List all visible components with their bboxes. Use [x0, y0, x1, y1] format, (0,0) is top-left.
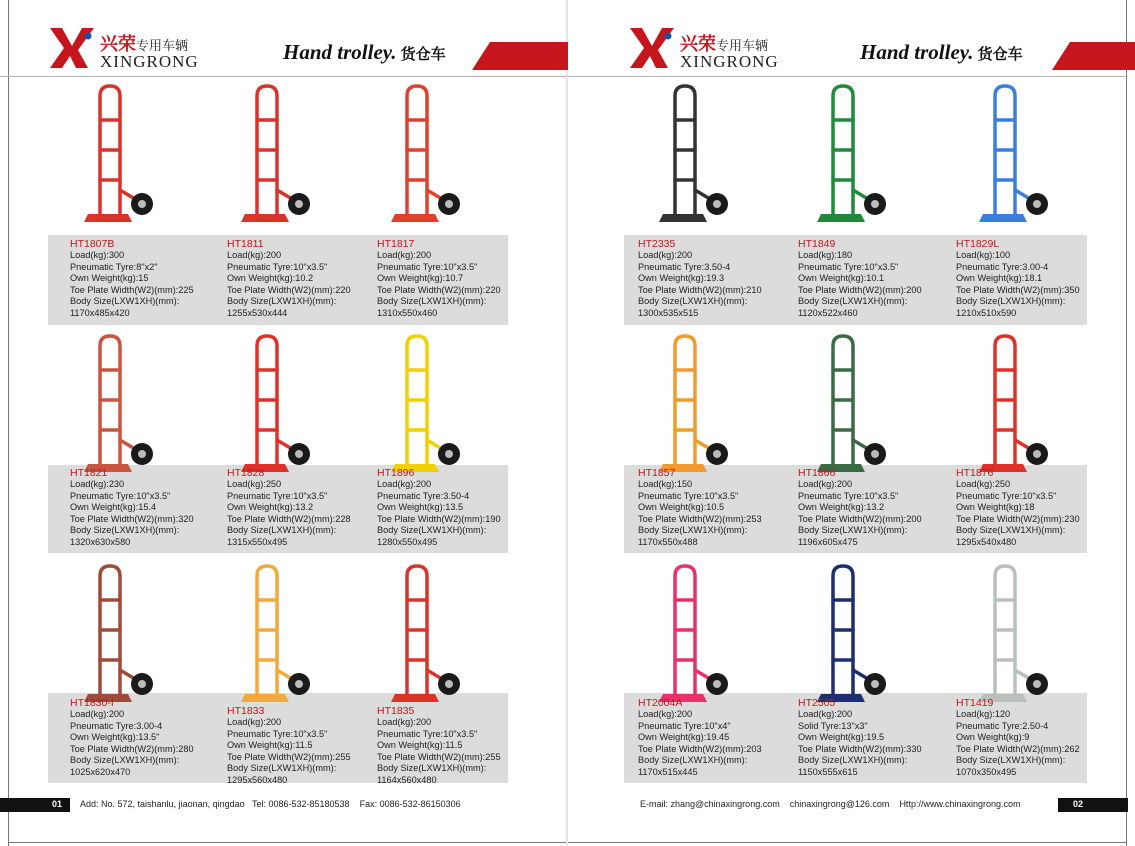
- product-specs: [227, 467, 351, 549]
- spec-line: Toe Plate Width(W2)(mm):350: [956, 284, 1080, 295]
- spec-line: Toe Plate Width(W2)(mm):253: [638, 513, 762, 524]
- spec-line: Pneumatic Tyre:3.50-4: [377, 490, 470, 501]
- spec-line: Pneumatic Tyre:10"x3.5": [227, 490, 328, 501]
- spec-line: Load(kg):200: [798, 709, 853, 719]
- product-image: [48, 330, 198, 480]
- product-model: HT1876: [956, 467, 994, 479]
- spec-line: Pneumatic Tyre:2.50-4: [956, 720, 1049, 731]
- spec-line: Own Weight(kg):10.2: [227, 273, 314, 284]
- product-model: HT1849: [798, 238, 836, 250]
- spec-line: Toe Plate Width(W2)(mm):200: [798, 284, 922, 295]
- spec-line: 1320x630x580: [70, 536, 131, 547]
- product-specs: [377, 238, 501, 320]
- spec-line: 1315x550x495: [227, 536, 288, 547]
- spec-line: Load(kg):200: [227, 717, 282, 727]
- spec-line: Load(kg):200: [377, 250, 432, 260]
- product-specs: [377, 467, 501, 549]
- catalog-page-left: [0, 0, 567, 846]
- spec-line: Own Weight(kg):13.5: [377, 502, 464, 513]
- spec-line: Load(kg):150: [638, 479, 693, 489]
- spec-line: Toe Plate Width(W2)(mm):220: [227, 284, 351, 295]
- product-image: [623, 80, 773, 230]
- spec-line: Load(kg):120: [956, 709, 1011, 719]
- product-specs: [798, 697, 922, 779]
- spec-line: Load(kg):200: [377, 717, 432, 727]
- spec-line: Body Size(LXW1XH)(mm):: [227, 525, 337, 536]
- product-image: [623, 560, 773, 710]
- spec-line: 1295x540x480: [956, 536, 1017, 547]
- spec-line: Pneumatic Tyre:10"x3.5": [70, 490, 171, 501]
- spec-line: Toe Plate Width(W2)(mm):200: [798, 513, 922, 524]
- spec-line: Pneumatic Tyre:3.50-4: [638, 261, 731, 272]
- product-image: [355, 330, 505, 480]
- spec-line: Pneumatic Tyre:10"x3.5": [638, 490, 739, 501]
- product-model: HT1857: [638, 467, 676, 479]
- spec-line: Own Weight(kg):15: [70, 273, 149, 284]
- spec-line: Pneumatic Tyre:8"x2": [70, 261, 158, 272]
- product-model: HT1833: [227, 705, 265, 717]
- product-image: [355, 560, 505, 710]
- spec-line: Body Size(LXW1XH)(mm):: [70, 525, 180, 536]
- header-accent-bar: [472, 42, 568, 70]
- spec-line: Load(kg):200: [70, 709, 125, 719]
- spec-line: Toe Plate Width(W2)(mm):190: [377, 513, 501, 524]
- xingrong-logo-icon: [628, 24, 676, 72]
- product-specs: [227, 238, 351, 320]
- product-specs: [956, 467, 1080, 549]
- spec-line: Load(kg):100: [956, 250, 1011, 260]
- spec-line: Toe Plate Width(W2)(mm):203: [638, 743, 762, 754]
- spec-line: Pneumatic Tyre:10"x3.5": [956, 490, 1057, 501]
- brand-logo: [48, 24, 228, 74]
- spec-line: 1310x550x460: [377, 307, 438, 318]
- spec-line: 1280x550x495: [377, 536, 438, 547]
- footer-address: Add: No. 572, taishanlu, jiaonan, qingdao: [80, 799, 245, 809]
- spec-line: Pneumatic Tyre:3.00-4: [70, 720, 163, 731]
- footer-fax: Fax: 0086-532-86150306: [359, 799, 461, 809]
- page-number: 01: [52, 799, 63, 809]
- spec-line: Load(kg):200: [798, 479, 853, 489]
- spec-line: Load(kg):250: [956, 479, 1011, 489]
- spec-line: Body Size(LXW1XH)(mm):: [798, 296, 908, 307]
- footer-email: E-mail: zhang@chinaxingrong.com: [640, 799, 780, 809]
- spec-line: Load(kg):180: [798, 250, 853, 260]
- spec-line: Body Size(LXW1XH)(mm):: [377, 763, 487, 774]
- footer-tel: Tel: 0086-532-85180538: [251, 799, 350, 809]
- spec-line: Own Weight(kg):11.5: [227, 740, 313, 751]
- spec-line: Body Size(LXW1XH)(mm):: [638, 525, 748, 536]
- spec-line: Own Weight(kg):11.5: [377, 740, 463, 751]
- footer-website: Http://www.chinaxingrong.com: [899, 799, 1021, 809]
- product-specs: [638, 697, 762, 779]
- spec-line: Toe Plate Width(W2)(mm):220: [377, 284, 501, 295]
- spec-line: 1164x560x480: [377, 774, 437, 785]
- spec-line: Body Size(LXW1XH)(mm):: [70, 755, 180, 766]
- spec-line: Body Size(LXW1XH)(mm):: [638, 296, 748, 307]
- spec-line: Own Weight(kg):18: [956, 502, 1035, 513]
- product-specs: [227, 705, 351, 787]
- spec-line: Toe Plate Width(W2)(mm):280: [70, 743, 194, 754]
- spec-line: Load(kg):200: [377, 479, 432, 489]
- spec-line: Pneumatic Tyre:10"x3.5": [227, 728, 328, 739]
- spec-line: 1025x620x470: [70, 766, 131, 777]
- product-image: [943, 560, 1093, 710]
- spec-line: Pneumatic Tyre:10"x3.5": [227, 261, 328, 272]
- spec-line: Body Size(LXW1XH)(mm):: [956, 525, 1066, 536]
- spec-line: Pneumatic Tyre:10"x3.5": [377, 261, 478, 272]
- spec-line: Load(kg):230: [70, 479, 125, 489]
- product-model: HT1835: [377, 705, 415, 717]
- spec-line: 1170x485x420: [70, 307, 130, 318]
- page-title: Hand trolley. 货仓车: [860, 40, 1023, 64]
- spec-line: Own Weight(kg):15.4: [70, 502, 157, 513]
- product-specs: [70, 697, 194, 779]
- spec-line: Pneumatic Tyre:3.00-4: [956, 261, 1049, 272]
- spec-line: Toe Plate Width(W2)(mm):228: [227, 513, 351, 524]
- spec-line: Pneumatic Tyre:10"x3.5": [798, 490, 899, 501]
- product-model: HT1811: [227, 238, 264, 250]
- brand-cn-name: 兴荣专用车辆: [100, 34, 189, 55]
- page-title: Hand trolley. 货仓车: [283, 40, 446, 64]
- xingrong-logo-icon: [48, 24, 96, 72]
- spec-line: Pneumatic Tyre:10"x3.5": [377, 728, 478, 739]
- brand-logo: [628, 24, 808, 74]
- spec-line: Own Weight(kg):9: [956, 732, 1030, 743]
- product-image: [48, 80, 198, 230]
- spec-line: Body Size(LXW1XH)(mm):: [377, 525, 487, 536]
- footer-email2: chinaxingrong@126.com: [789, 799, 890, 809]
- header-accent-bar: [1052, 42, 1135, 70]
- spec-line: Body Size(LXW1XH)(mm):: [70, 296, 180, 307]
- product-model: HT1896: [377, 467, 415, 479]
- product-model: HT1866: [798, 467, 836, 479]
- header-rule: [0, 76, 567, 77]
- spec-line: 1196x605x475: [798, 536, 858, 547]
- spec-line: Load(kg):300: [70, 250, 125, 260]
- spec-line: Own Weight(kg):19.3: [638, 273, 725, 284]
- product-specs: [798, 238, 922, 320]
- product-image: [205, 330, 355, 480]
- page-number: 02: [1073, 799, 1084, 809]
- spec-line: Body Size(LXW1XH)(mm):: [956, 296, 1066, 307]
- spec-line: Toe Plate Width(W2)(mm):255: [377, 751, 501, 762]
- product-specs: [956, 238, 1080, 320]
- spec-line: Own Weight(kg):10.5: [638, 502, 725, 513]
- spec-line: Own Weight(kg):19.45: [638, 732, 730, 743]
- product-image: [355, 80, 505, 230]
- spec-line: Pneumatic Tyre:10"x4": [638, 720, 731, 731]
- product-model: HT2335: [638, 238, 676, 250]
- spec-line: Load(kg):200: [638, 250, 693, 260]
- product-model: HT2505: [798, 697, 836, 709]
- spec-line: Own Weight(kg):10.1: [798, 273, 885, 284]
- footer-contact: [640, 799, 1021, 809]
- product-specs: [377, 705, 501, 787]
- brand-cn-name: 兴荣专用车辆: [680, 34, 769, 55]
- footer-page-bar: [1058, 798, 1128, 812]
- product-model: HT1419: [956, 697, 994, 709]
- spec-line: 1150x555x615: [798, 766, 858, 777]
- spec-line: Own Weight(kg):10.7: [377, 273, 464, 284]
- spec-line: Toe Plate Width(W2)(mm):210: [638, 284, 762, 295]
- spec-line: Body Size(LXW1XH)(mm):: [227, 763, 337, 774]
- spec-line: Body Size(LXW1XH)(mm):: [956, 755, 1066, 766]
- spec-line: Own Weight(kg):13.5": [70, 732, 160, 743]
- product-specs: [70, 238, 194, 320]
- header-rule: [568, 76, 1128, 77]
- footer-contact: [80, 799, 461, 809]
- product-model: HT1830-I: [70, 697, 114, 709]
- product-model: HT1829L: [956, 238, 1000, 250]
- spec-line: Body Size(LXW1XH)(mm):: [638, 755, 748, 766]
- product-specs: [956, 697, 1080, 779]
- product-image: [943, 330, 1093, 480]
- spec-line: 1210x510x590: [956, 307, 1017, 318]
- spec-line: Load(kg):250: [227, 479, 282, 489]
- product-model: HT1821: [70, 467, 108, 479]
- product-image: [781, 80, 931, 230]
- spec-line: Own Weight(kg):19.5: [798, 732, 885, 743]
- spec-line: 1255x530x444: [227, 307, 288, 318]
- spec-line: Pneumatic Tyre:10"x3.5": [798, 261, 899, 272]
- spec-line: Body Size(LXW1XH)(mm):: [798, 755, 908, 766]
- product-model: HT1807B: [70, 238, 115, 250]
- brand-en-name: XINGRONG: [100, 52, 199, 71]
- spec-line: Toe Plate Width(W2)(mm):255: [227, 751, 351, 762]
- product-image: [781, 560, 931, 710]
- brand-en-name: XINGRONG: [680, 52, 779, 71]
- product-model: HT1817: [377, 238, 415, 250]
- product-image: [781, 330, 931, 480]
- spec-line: Toe Plate Width(W2)(mm):262: [956, 743, 1080, 754]
- spec-line: 1300x535x515: [638, 307, 699, 318]
- product-model: HT1828: [227, 467, 265, 479]
- product-specs: [798, 467, 922, 549]
- spec-line: Own Weight(kg):13.2: [798, 502, 885, 513]
- catalog-page-right: [568, 0, 1135, 846]
- spec-line: Toe Plate Width(W2)(mm):225: [70, 284, 194, 295]
- spec-line: 1120x522x460: [798, 307, 858, 318]
- spec-line: Load(kg):200: [638, 709, 693, 719]
- spec-line: 1170x550x488: [638, 536, 698, 547]
- spec-line: Toe Plate Width(W2)(mm):230: [956, 513, 1080, 524]
- product-image: [48, 560, 198, 710]
- product-model: HT2004A: [638, 697, 683, 709]
- spec-line: 1295x560x480: [227, 774, 288, 785]
- spec-line: 1170x515x445: [638, 766, 698, 777]
- product-specs: [638, 238, 762, 320]
- spec-line: Toe Plate Width(W2)(mm):320: [70, 513, 194, 524]
- product-image: [205, 560, 355, 710]
- product-image: [205, 80, 355, 230]
- product-specs: [638, 467, 762, 549]
- spec-line: Body Size(LXW1XH)(mm):: [798, 525, 908, 536]
- spec-line: Toe Plate Width(W2)(mm):330: [798, 743, 922, 754]
- product-image: [943, 80, 1093, 230]
- spec-line: Own Weight(kg):13.2: [227, 502, 314, 513]
- spec-line: Own Weight(kg):18.1: [956, 273, 1043, 284]
- spec-line: Load(kg):200: [227, 250, 282, 260]
- spec-line: Body Size(LXW1XH)(mm):: [227, 296, 337, 307]
- spec-line: 1070x350x495: [956, 766, 1017, 777]
- product-specs: [70, 467, 194, 549]
- spec-line: Solid Tyre:13"x3": [798, 720, 868, 731]
- spec-line: Body Size(LXW1XH)(mm):: [377, 296, 487, 307]
- product-image: [623, 330, 773, 480]
